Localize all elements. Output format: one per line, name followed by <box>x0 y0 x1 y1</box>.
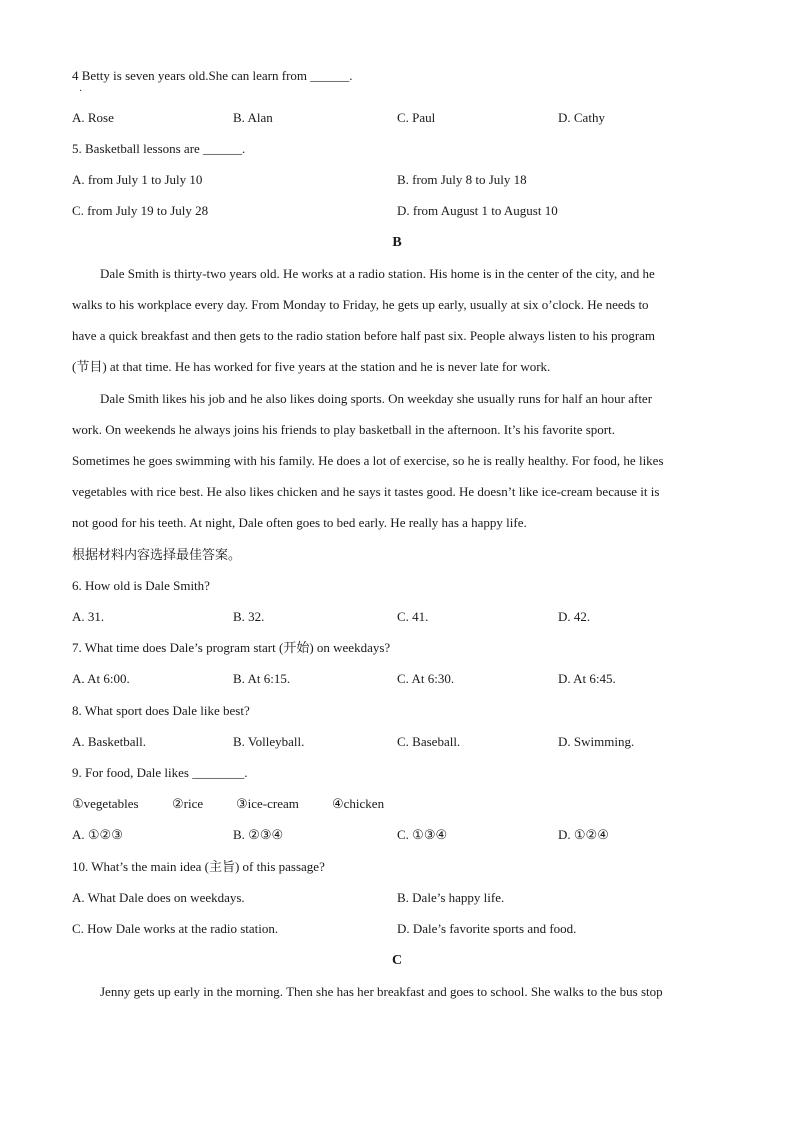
question-7-stem: 7. What time does Dale’s program start (开始) on weekdays? <box>72 640 391 655</box>
q6-option-d: D. 42. <box>558 609 591 624</box>
q9-item-2: ②rice <box>172 796 204 811</box>
q7-option-a: A. At 6:00. <box>72 671 130 686</box>
question-6-stem: 6. How old is Dale Smith? <box>72 578 210 593</box>
q6-option-b: B. 32. <box>233 609 265 624</box>
q8-option-a: A. Basketball. <box>72 734 147 749</box>
passage-b-p2-line1: Dale Smith likes his job and he also likes doing sports. On weekday she usually runs for half an hour after <box>100 391 653 406</box>
passage-b-p2-line5: not good for his teeth. At night, Dale often goes to bed early. He really has a happy life. <box>72 515 527 530</box>
q5-option-d: D. from August 1 to August 10 <box>397 203 558 218</box>
passage-b-p2-line4: vegetables with rice best. He also likes chicken and he says it tastes good. He doesn’t like ice-cream because it is <box>72 484 660 499</box>
passage-b-p2-line3: Sometimes he goes swimming with his family. He does a lot of exercise, so he is really healthy. For food, he likes <box>72 453 664 468</box>
q4-option-d: D. Cathy <box>558 110 605 125</box>
q4-option-b: B. Alan <box>233 110 273 125</box>
passage-c-line1: Jenny gets up early in the morning. Then she has her breakfast and goes to school. She walks to the bus stop <box>100 984 663 999</box>
q7-option-c: C. At 6:30. <box>397 671 455 686</box>
question-4-stem: 4 Betty is seven years old.She can learn from ______. <box>72 68 353 83</box>
q10-option-c: C. How Dale works at the radio station. <box>72 921 279 936</box>
q8-option-d: D. Swimming. <box>558 734 635 749</box>
question-10-stem: 10. What’s the main idea (主旨) of this passage? <box>72 859 325 874</box>
section-b-heading: B <box>392 235 402 250</box>
q9-option-c: C. ①③④ <box>397 827 448 842</box>
q9-option-a: A. ①②③ <box>72 827 123 842</box>
q8-option-b: B. Volleyball. <box>233 734 305 749</box>
q5-option-c: C. from July 19 to July 28 <box>72 203 209 218</box>
instruction-text: 根据材料内容选择最佳答案。 <box>72 547 242 562</box>
q9-option-d: D. ①②④ <box>558 827 609 842</box>
q10-option-a: A. What Dale does on weekdays. <box>72 890 245 905</box>
passage-b-p2-line2: work. On weekends he always joins his friends to play basketball in the afternoon. It’s his favorite sport. <box>72 422 615 437</box>
q6-option-a: A. 31. <box>72 609 105 624</box>
section-c-heading: C <box>391 953 403 968</box>
q7-option-b: B. At 6:15. <box>233 671 291 686</box>
passage-b-p1-line3: have a quick breakfast and then gets to the radio station before half past six. People always listen to his program <box>72 328 656 343</box>
q10-option-b: B. Dale’s happy life. <box>397 890 505 905</box>
question-8-stem: 8. What sport does Dale like best? <box>72 703 250 718</box>
q4-option-a: A. Rose <box>72 110 114 125</box>
q9-option-b: B. ②③④ <box>233 827 284 842</box>
q5-option-b: B. from July 8 to July 18 <box>397 172 527 187</box>
q8-option-c: C. Baseball. <box>397 734 461 749</box>
q9-item-4: ④chicken <box>332 796 385 811</box>
q6-option-c: C. 41. <box>397 609 429 624</box>
q4-option-c: C. Paul <box>397 110 436 125</box>
q9-item-1: ①vegetables <box>72 796 139 811</box>
question-5-stem: 5. Basketball lessons are ______. <box>72 141 246 156</box>
q7-option-d: D. At 6:45. <box>558 671 616 686</box>
q5-option-a: A. from July 1 to July 10 <box>72 172 203 187</box>
stray-dot: · <box>79 86 83 97</box>
passage-b-p1-line4: (节目) at that time. He has worked for five years at the station and he is never late for work. <box>72 359 551 374</box>
question-9-stem: 9. For food, Dale likes ________. <box>72 765 248 780</box>
passage-b-p1-line2: walks to his workplace every day. From Monday to Friday, he gets up early, usually at six o’clock. He needs to <box>72 297 649 312</box>
q10-option-d: D. Dale’s favorite sports and food. <box>397 921 577 936</box>
passage-b-p1-line1: Dale Smith is thirty-two years old. He works at a radio station. His home is in the center of the city, and he <box>100 266 655 281</box>
q9-item-3: ③ice-cream <box>236 796 299 811</box>
